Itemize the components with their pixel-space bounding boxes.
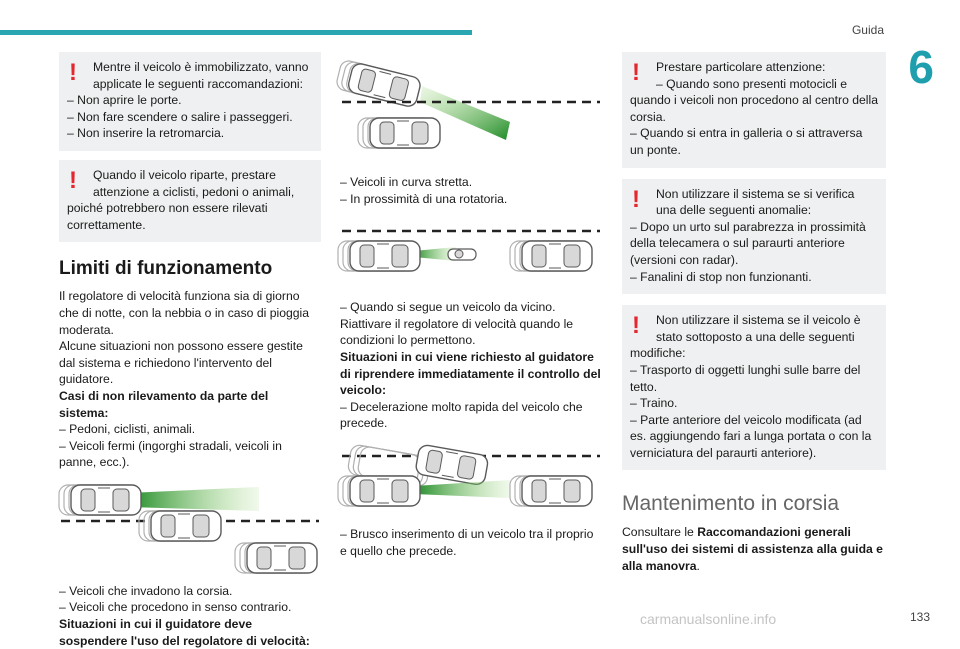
- warning-text: modifiche:: [630, 346, 686, 361]
- heading-lane-keeping: Mantenimento in corsia: [622, 492, 840, 516]
- list-item: – Pedoni, ciclisti, animali.: [59, 422, 196, 437]
- paragraph-reference: [622, 524, 886, 574]
- subheading: Casi di non rilevamento da parte del sistema:: [59, 388, 269, 420]
- warning-item: – Non inserire la retromarcia.: [67, 126, 225, 141]
- exclamation-icon: !: [632, 59, 640, 86]
- chapter-number: 6: [908, 41, 934, 93]
- illustration-lane-invasion: [59, 485, 321, 577]
- list-item: – Decelerazione molto rapida del veicolo che precede.: [340, 399, 583, 431]
- warning-lead: Mentre il veicolo è immobilizzato, vanno applicate le seguenti raccomandazioni:: [93, 60, 309, 91]
- subheading: Situazioni in cui il guidatore deve sospendere l'uso del regolatore di velocità:: [59, 617, 310, 648]
- list-item: – Veicoli fermi (ingorghi stradali, veicoli in panne, ecc.).: [59, 438, 282, 470]
- column-1: [59, 52, 321, 649]
- paragraph: Riattivare il regolatore di velocità quando le condizioni lo permettono.: [340, 316, 574, 348]
- warning-box-modifications: [622, 305, 886, 470]
- reference-suffix: .: [696, 558, 700, 573]
- list-item: – Quando si segue un veicolo da vicino.: [340, 300, 556, 315]
- page-number: 133: [909, 610, 930, 624]
- list-item: – Brusco inserimento di un veicolo tra il proprio e quello che precede.: [340, 526, 594, 558]
- warning-item: – Quando si entra in galleria o si attraversa un ponte.: [630, 126, 863, 157]
- warning-item: – Dopo un urto sul parabrezza in prossimità della telecamera o sul paraurti anteriore (versioni con radar).: [630, 219, 866, 267]
- warning-item: – Parte anteriore del veicolo modificata (ad es. aggiungendo fari a lunga portata o con la verniciatura del paraurti anteriore).: [630, 412, 872, 460]
- header-accent-bar: [0, 30, 472, 35]
- column-2: [340, 56, 602, 559]
- list-item: – In prossimità di una rotatoria.: [340, 191, 508, 206]
- warning-lead: Non utilizzare il sistema se si verifica una delle seguenti anomalie:: [656, 186, 855, 218]
- motorcycle-icon: [448, 249, 476, 260]
- illustration-tight-curve: [340, 56, 602, 164]
- warning-text: poiché potrebbero non essere rilevati correttamente.: [67, 201, 268, 232]
- reference-link[interactable]: Raccomandazioni generali sull'uso dei sistemi di assistenza alla guida e alla manovra: [622, 525, 883, 573]
- section-title: Guida: [851, 23, 884, 37]
- watermark: carmanualsonline.info: [640, 611, 777, 627]
- exclamation-icon: !: [632, 312, 640, 340]
- warning-item: – Non aprire le porte.: [67, 93, 182, 108]
- warning-lead: – Quando sono presenti motocicli e: [656, 76, 848, 91]
- exclamation-icon: !: [69, 59, 77, 86]
- list-item: – Veicoli che invadono la corsia.: [59, 583, 233, 598]
- heading-limits: Limiti di funzionamento: [59, 258, 273, 280]
- warning-lead: Quando il veicolo riparte, prestare attenzione a ciclisti, pedoni o animali,: [93, 167, 295, 199]
- paragraph: Il regolatore di velocità funziona sia di giorno che di notte, con la nebbia o in caso di pioggia moderata.: [59, 289, 310, 337]
- warning-box-attention: [622, 52, 886, 168]
- exclamation-icon: !: [69, 166, 77, 194]
- list-item: – Veicoli che procedono in senso contrario.: [59, 600, 292, 615]
- warning-box-restart: [59, 160, 321, 242]
- warning-item: – Traino.: [630, 396, 678, 411]
- illustration-following-close: [340, 227, 602, 289]
- warning-text: quando i veicoli non procedono al centro della corsia.: [630, 93, 878, 124]
- illustration-cut-in: [340, 444, 602, 516]
- warning-lead: Prestare particolare attenzione:: [656, 60, 826, 74]
- reference-prefix: Consultare le: [622, 525, 698, 540]
- warning-item: – Non fare scendere o salire i passeggeri.: [67, 109, 293, 124]
- warning-item: – Fanalini di stop non funzionanti.: [630, 269, 812, 284]
- list-item: – Veicoli in curva stretta.: [340, 175, 473, 189]
- warning-item: – Trasporto di oggetti lunghi sulle barre del tetto.: [630, 362, 861, 394]
- warning-box-immobilized: [59, 52, 321, 151]
- exclamation-icon: !: [632, 185, 640, 213]
- column-3: [622, 52, 886, 574]
- warning-box-anomalies: [622, 179, 886, 295]
- paragraph: Alcune situazioni non possono essere gestite dal sistema e richiedono l'intervento del guidatore.: [59, 339, 303, 387]
- warning-lead: Non utilizzare il sistema se il veicolo è stato sottoposto a una delle seguenti: [656, 313, 861, 344]
- subheading: Situazioni in cui viene richiesto al guidatore di riprendere immediatamente il controllo del veicolo:: [340, 349, 601, 398]
